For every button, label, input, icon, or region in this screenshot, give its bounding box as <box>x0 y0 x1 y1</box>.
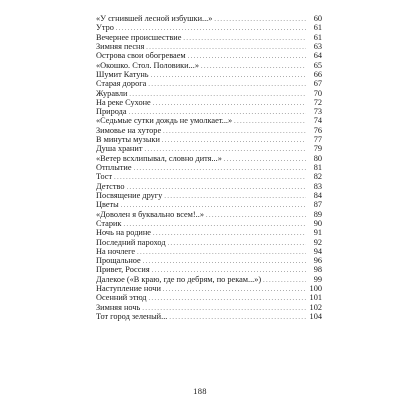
toc-entry <box>96 172 322 181</box>
toc-entry-page: 64 <box>313 51 322 61</box>
dot-leader <box>129 89 306 98</box>
toc-entry-page: 67 <box>313 79 322 89</box>
dot-leader <box>162 135 306 144</box>
toc-entry-title: Душа хранит <box>96 144 143 154</box>
toc-entry-title: Природа <box>96 107 127 117</box>
dot-leader <box>152 265 306 274</box>
dot-leader <box>234 116 306 125</box>
toc-entry <box>96 51 322 60</box>
toc-entry-page: 100 <box>309 284 322 294</box>
toc-entry-title: Старик <box>96 218 122 228</box>
dot-leader <box>148 79 306 88</box>
toc-entry-title: Последний пароход <box>96 237 166 247</box>
toc-entry-title: Тост <box>96 172 113 182</box>
toc-entry <box>96 182 322 191</box>
toc-entry <box>96 247 322 256</box>
toc-entry-title: Наступление ночи <box>96 284 161 294</box>
toc-entry-page: 73 <box>313 107 322 117</box>
toc-entry-page: 91 <box>313 228 322 238</box>
toc-entry <box>96 191 322 200</box>
toc-entry-title: Тот город зеленый... <box>96 312 168 321</box>
dot-leader <box>206 210 306 219</box>
toc-entry <box>96 42 322 51</box>
dot-leader <box>129 107 306 116</box>
toc-entry-page: 102 <box>309 302 322 312</box>
toc-entry <box>96 293 322 302</box>
dot-leader <box>153 228 306 237</box>
toc-entry-page: 82 <box>313 172 322 182</box>
toc-entry-page: 90 <box>313 218 322 228</box>
toc-entry-title: Осенний этюд <box>96 293 147 303</box>
toc-entry <box>96 23 322 32</box>
toc-entry <box>96 70 322 79</box>
toc-entry <box>96 238 322 247</box>
dot-leader <box>153 98 306 107</box>
dot-leader <box>123 219 306 228</box>
toc-entry <box>96 79 322 88</box>
toc-entry-page: 66 <box>313 69 322 79</box>
dot-leader <box>163 126 306 135</box>
toc-entry-title: Вечернее происшествие <box>96 32 182 42</box>
dot-leader <box>144 144 306 153</box>
dot-leader <box>116 23 306 32</box>
toc-entry <box>96 116 322 125</box>
toc-entry-title: Журавли <box>96 88 128 98</box>
dot-leader <box>224 154 306 163</box>
dot-leader <box>143 256 306 265</box>
toc-entry-page: 70 <box>313 88 322 98</box>
toc-entry <box>96 228 322 237</box>
table-of-contents <box>96 14 322 321</box>
toc-entry <box>96 265 322 274</box>
toc-entry <box>96 14 322 23</box>
toc-entry-title: Цветы <box>96 200 119 210</box>
dot-leader <box>134 163 306 172</box>
dot-leader <box>137 247 306 256</box>
toc-entry-page: 77 <box>313 135 322 145</box>
toc-entry-page: 81 <box>313 163 322 172</box>
toc-entry-title: Отплытие <box>96 163 132 172</box>
toc-entry-page: 101 <box>309 293 322 303</box>
toc-entry <box>96 144 322 153</box>
toc-entry-title: Зимняя песня <box>96 41 145 51</box>
toc-entry-title: В минуты музыки <box>96 135 160 145</box>
toc-entry-page: 98 <box>313 265 322 275</box>
dot-leader <box>146 42 306 51</box>
toc-entry-page: 104 <box>309 312 322 321</box>
dot-leader <box>164 191 306 200</box>
toc-entry-page: 99 <box>313 274 322 284</box>
toc-entry-page: 83 <box>313 181 322 191</box>
toc-entry <box>96 135 322 144</box>
dot-leader <box>127 182 307 191</box>
toc-entry-title: Детство <box>96 181 125 191</box>
toc-entry <box>96 154 322 163</box>
toc-entry-title: Острова свои обогреваем <box>96 51 186 61</box>
toc-entry-title: Зимовье на хуторе <box>96 125 162 135</box>
toc-entry-page: 79 <box>313 144 322 154</box>
toc-entry-title: «Седьмые сутки дождь не умолкает...» <box>96 116 233 126</box>
toc-entry-title: Посвящение другу <box>96 190 163 200</box>
toc-entry-title: «Доволен я буквально всем!..» <box>96 209 204 219</box>
toc-entry-title: Утро <box>96 23 114 33</box>
toc-entry-title: На ночлеге <box>96 246 136 256</box>
toc-entry <box>96 275 322 284</box>
toc-entry-page: 61 <box>313 23 322 33</box>
toc-entry-page: 96 <box>313 256 322 266</box>
dot-leader <box>183 33 306 42</box>
toc-entry <box>96 61 322 70</box>
toc-entry-title: Шумит Катунь <box>96 69 149 79</box>
toc-entry <box>96 200 322 209</box>
toc-entry <box>96 219 322 228</box>
toc-entry <box>96 256 322 265</box>
toc-entry-page: 60 <box>313 14 322 23</box>
dot-leader <box>148 293 306 302</box>
toc-entry-title: «Окошко. Стол. Половики...» <box>96 60 199 70</box>
dot-leader <box>151 70 306 79</box>
dot-leader <box>201 61 306 70</box>
toc-entry-title: Привет, Россия <box>96 265 150 275</box>
toc-entry <box>96 107 322 116</box>
toc-entry-title: На реке Сухоне <box>96 97 151 107</box>
dot-leader <box>163 284 306 293</box>
dot-leader <box>214 14 306 23</box>
toc-entry-title: Ночь на родине <box>96 228 151 238</box>
toc-entry <box>96 33 322 42</box>
page-number: 188 <box>193 386 207 396</box>
toc-entry-page: 80 <box>313 153 322 163</box>
toc-entry <box>96 303 322 312</box>
dot-leader <box>114 172 306 181</box>
dot-leader <box>188 51 306 60</box>
dot-leader <box>263 275 306 284</box>
toc-entry-title: Зимняя ночь <box>96 302 141 312</box>
toc-entry-title: Прощальное <box>96 256 141 266</box>
dot-leader <box>169 312 306 321</box>
toc-entry-page: 65 <box>313 60 322 70</box>
dot-leader <box>168 238 306 247</box>
toc-entry-page: 92 <box>313 237 322 247</box>
toc-entry-title: Далекое («В краю, где по дебрям, по рекам...») <box>96 274 262 284</box>
toc-entry-title: Старая дорога <box>96 79 147 89</box>
toc-entry <box>96 284 322 293</box>
toc-entry-page: 74 <box>313 116 322 126</box>
toc-entry-title: «У сгнившей лесной избушки...» <box>96 14 213 23</box>
toc-entry-page: 87 <box>313 200 322 210</box>
toc-entry-page: 63 <box>313 41 322 51</box>
toc-entry-title: «Ветер всхлипывал, словно дитя...» <box>96 153 222 163</box>
toc-entry <box>96 89 322 98</box>
dot-leader <box>142 303 306 312</box>
toc-entry-page: 61 <box>313 32 322 42</box>
toc-entry-page: 84 <box>313 190 322 200</box>
toc-entry <box>96 98 322 107</box>
toc-entry-page: 76 <box>313 125 322 135</box>
dot-leader <box>121 200 306 209</box>
toc-entry <box>96 312 322 321</box>
toc-entry <box>96 210 322 219</box>
toc-entry-page: 89 <box>313 209 322 219</box>
toc-entry-page: 72 <box>313 97 322 107</box>
toc-entry <box>96 163 322 172</box>
toc-entry <box>96 126 322 135</box>
toc-entry-page: 94 <box>313 246 322 256</box>
